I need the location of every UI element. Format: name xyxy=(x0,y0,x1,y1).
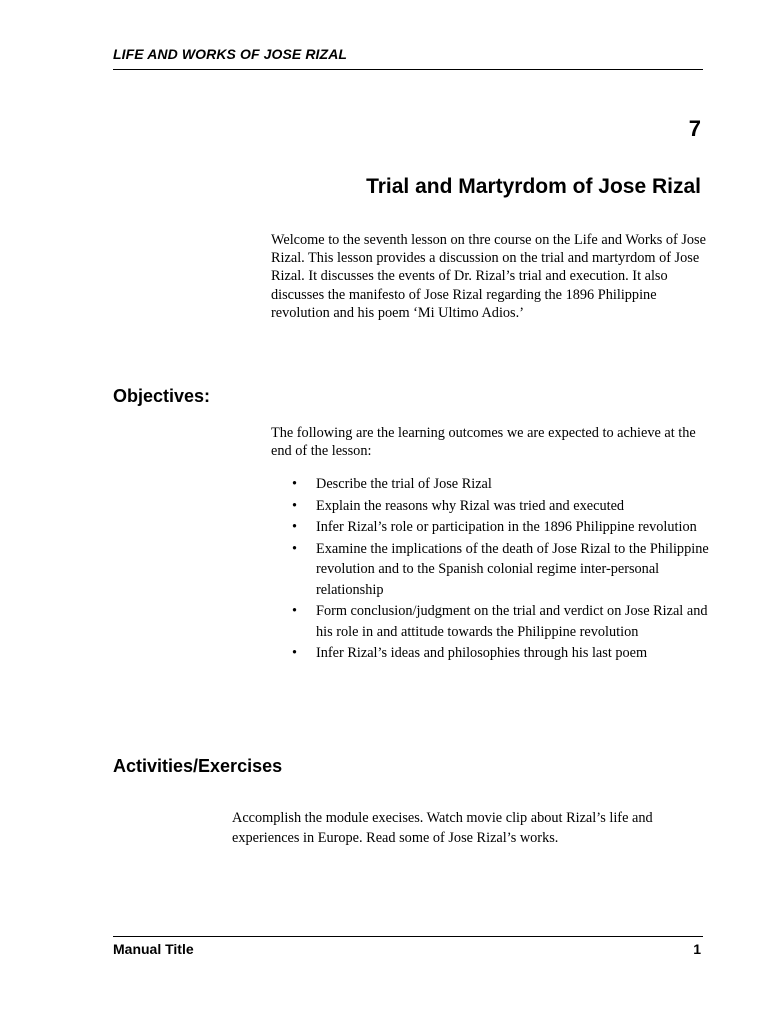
list-item-text: Form conclusion/judgment on the trial and verdict on Jose Rizal and his role in and attitude towards the Philippine revolution xyxy=(316,603,708,640)
list-item-text: Infer Rizal’s ideas and philosophies through his last poem xyxy=(316,645,648,661)
activities-heading: Activities/Exercises xyxy=(113,756,283,776)
list-item xyxy=(271,496,711,517)
intro-paragraph: Welcome to the seventh lesson on thre course on the Life and Works of Jose Rizal. This lesson provides a discussion on the trial and martyrdom of Jose Rizal. It discusses the events of Dr. Rizal’s trial and execution. It also discusses the manifesto of Jose Rizal regarding the 1896 Philippine revolution and his poem ‘Mi Ultimo Adios.’ xyxy=(271,232,706,321)
list-item xyxy=(271,474,711,495)
list-item-text: Describe the trial of Jose Rizal xyxy=(316,476,492,492)
list-item xyxy=(271,643,711,664)
objectives-lead-paragraph: The following are the learning outcomes we are expected to achieve at the end of the lesson: xyxy=(271,425,696,460)
bullet-icon: • xyxy=(292,519,298,535)
objectives-list xyxy=(271,474,711,665)
list-item xyxy=(271,601,711,642)
list-item xyxy=(271,517,711,538)
chapter-title: Trial and Martyrdom of Jose Rizal xyxy=(366,175,701,198)
bullet-icon: • xyxy=(292,540,298,557)
list-item-text: Infer Rizal’s role or participation in the 1896 Philippine revolution xyxy=(316,519,697,535)
activities-paragraph: Accomplish the module execises. Watch movie clip about Rizal’s life and experiences in Europe. Read some of Jose Rizal’s works. xyxy=(232,810,653,846)
footer-page-number: 1 xyxy=(693,941,701,957)
list-item-text: Explain the reasons why Rizal was tried and executed xyxy=(316,497,625,514)
running-header-title: LIFE AND WORKS OF JOSE RIZAL xyxy=(113,46,348,62)
footer-manual-title: Manual Title xyxy=(113,941,194,957)
list-item xyxy=(271,539,711,601)
bullet-icon: • xyxy=(292,476,298,492)
list-item-text: Examine the implications of the death of Jose Rizal to the Philippine revolution and to the Spanish colonial regime inter-personal relationship xyxy=(316,540,709,598)
bullet-icon: • xyxy=(292,603,298,619)
footer-divider xyxy=(113,936,703,937)
chapter-number: 7 xyxy=(688,116,701,141)
bullet-icon: • xyxy=(292,645,298,661)
objectives-heading: Objectives: xyxy=(113,386,211,406)
header-divider xyxy=(113,69,703,70)
bullet-icon: • xyxy=(292,497,298,514)
